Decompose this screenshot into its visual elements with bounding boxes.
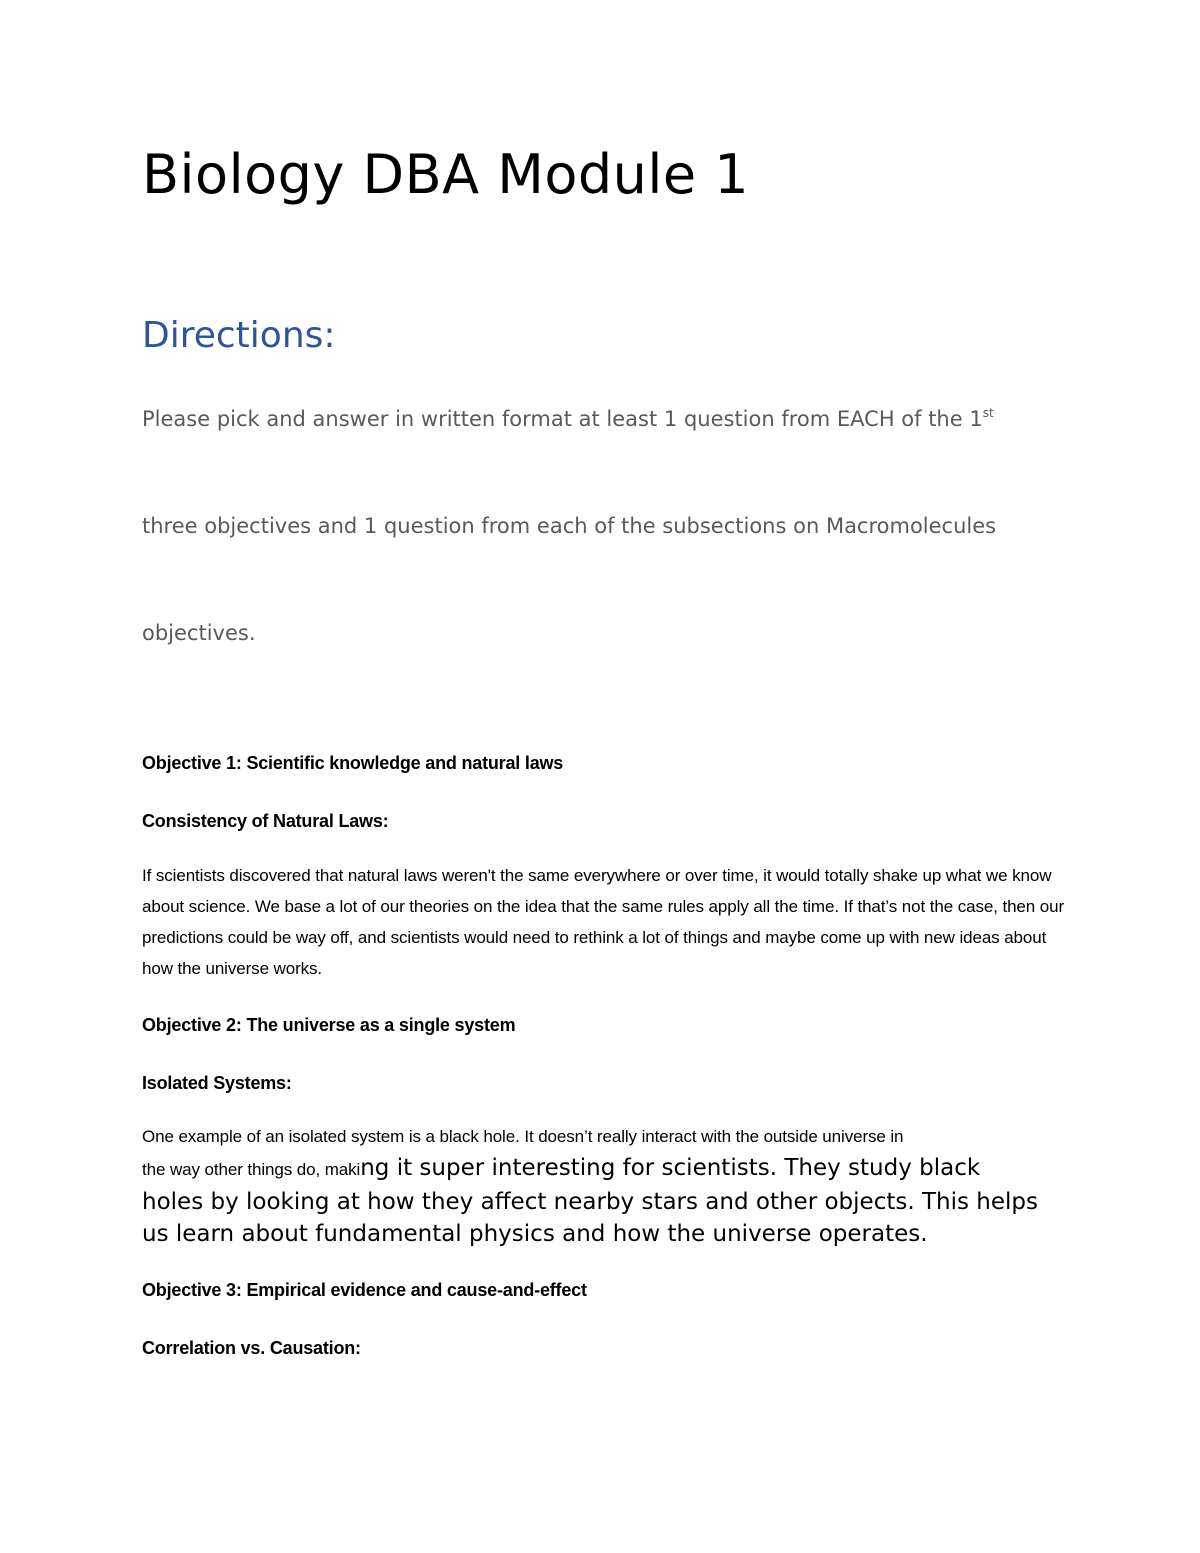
objective-2-body-line-2-small: the way other things do, maki bbox=[142, 1160, 361, 1179]
objective-2-body-line-2-large: ng it super interesting for scientists. They study black bbox=[360, 1155, 981, 1181]
objective-1-subheading: Consistency of Natural Laws: bbox=[142, 811, 389, 831]
objective-2-body bbox=[142, 1122, 1072, 1251]
directions-line-2: three objectives and 1 question from each of the subsections on Macromolecules bbox=[142, 514, 997, 538]
objective-3-heading: Objective 3: Empirical evidence and cause-and-effect bbox=[142, 1280, 587, 1300]
objective-2-body-line-3: holes by looking at how they affect nearby stars and other objects. This helps bbox=[142, 1189, 1038, 1215]
directions-superscript: st bbox=[982, 406, 994, 420]
directions-line-1 bbox=[142, 404, 994, 434]
directions-line-3: objectives. bbox=[142, 621, 256, 645]
objective-1-heading: Objective 1: Scientific knowledge and natural laws bbox=[142, 753, 564, 773]
objective-3-subheading: Correlation vs. Causation: bbox=[142, 1338, 361, 1358]
objective-2-body-line-1: One example of an isolated system is a black hole. It doesn’t really interact with the outside universe in bbox=[142, 1127, 904, 1146]
objective-1-body: If scientists discovered that natural laws weren't the same everywhere or over time, it would totally shake up what we know about science. We base a lot of our theories on the idea that the same rules apply all the time. If that’s not the case, then our predictions could be way off, and scientists would need to rethink a lot of things and maybe come up with new ideas about how the universe works. bbox=[142, 866, 1065, 978]
document-title: Biology DBA Module 1 bbox=[142, 143, 750, 206]
directions-line-1-text: Please pick and answer in written format at least 1 question from EACH of the 1 bbox=[142, 407, 983, 431]
objective-2-body-line-2 bbox=[142, 1152, 1072, 1187]
objective-2-body-line-4: us learn about fundamental physics and how the universe operates. bbox=[142, 1221, 928, 1247]
directions-heading: Directions: bbox=[142, 315, 336, 356]
objective-2-heading: Objective 2: The universe as a single system bbox=[142, 1015, 516, 1035]
objective-2-subheading: Isolated Systems: bbox=[142, 1073, 292, 1093]
